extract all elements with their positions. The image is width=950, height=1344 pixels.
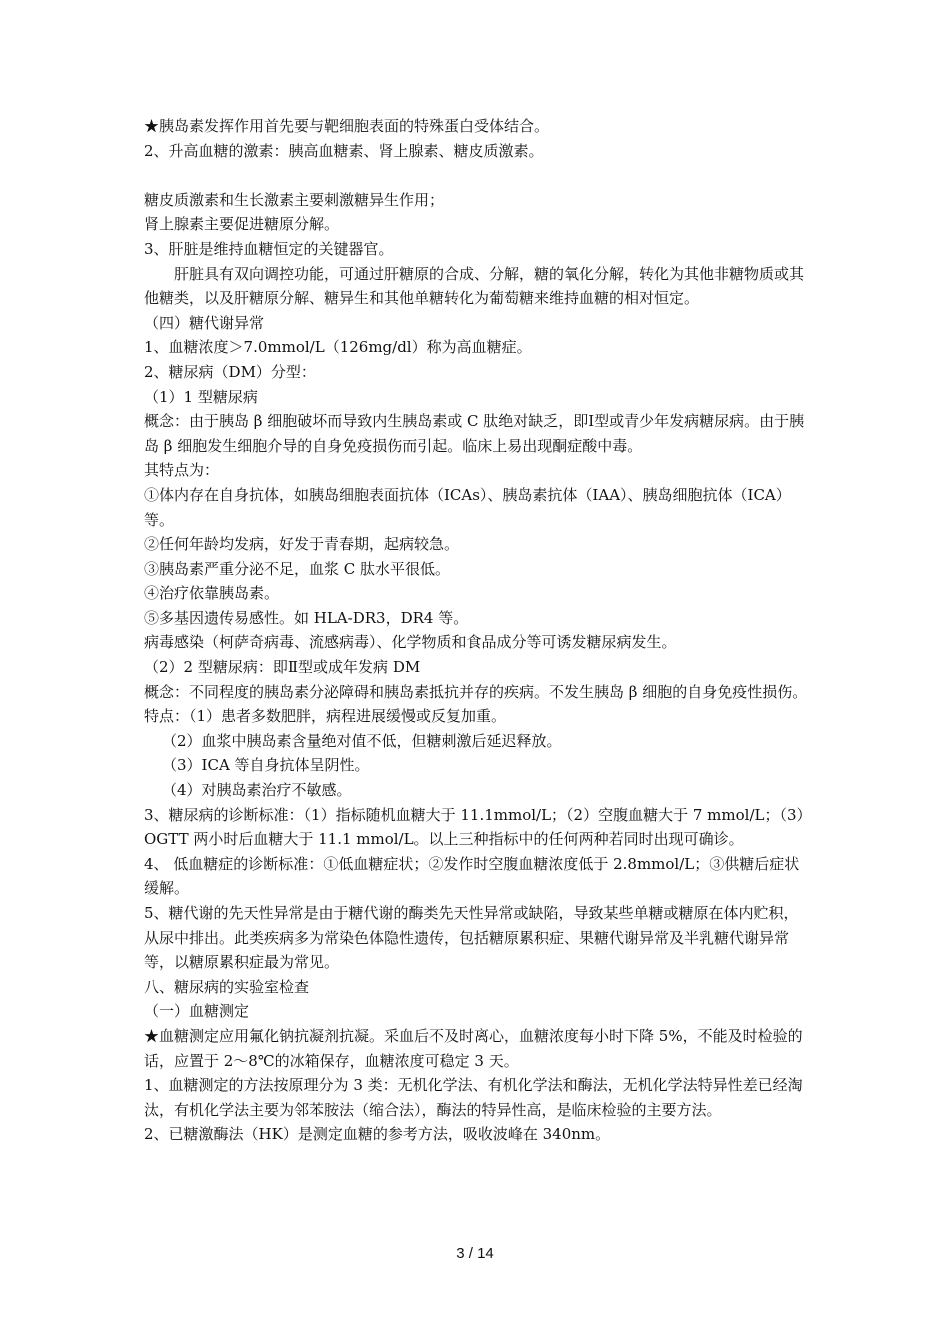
text-line: 2、糖尿病（DM）分型： — [144, 362, 316, 381]
list-item: 特点：（1）患者多数肥胖，病程进展缓慢或反复加重。 — [144, 707, 507, 726]
list-item: （4）对胰岛素治疗不敏感。 — [162, 781, 352, 800]
paragraph: 概念：不同程度的胰岛素分泌障碍和胰岛素抵抗并存的疾病。不发生胰岛 β 细胞的自身免疫性损伤。 — [144, 682, 808, 701]
paragraph: ★血糖测定应用氟化钠抗凝剂抗凝。采血后不及时离心，血糖浓度每小时下降 5%，不能及时检验的话，应置于 2～8℃的冰箱保存，血糖浓度可稳定 3 天。 — [144, 1026, 803, 1070]
page-number: 3 / 14 — [456, 1245, 494, 1262]
text-line: 其特点为： — [144, 461, 220, 480]
paragraph: 3、糖尿病的诊断标准：（1）指标随机血糖大于 11.1mmol/L；（2）空腹血糖大于 7 mmol/L；（3）OGTT 两小时后血糖大于 11.1 mmol/L。以上三种指标中的任何两种若同时出现可确诊。 — [144, 805, 812, 849]
paragraph: 5、糖代谢的先天性异常是由于糖代谢的酶类先天性异常或缺陷，导致某些单糖或糖原在体内贮积，从尿中排出。此类疾病多为常染色体隐性遗传，包括糖原累积症、果糖代谢异常及半乳糖代谢异常等，以糖原累积症最为常见。 — [144, 904, 799, 972]
paragraph: 1、血糖测定的方法按原理分为 3 类：无机化学法、有机化学法和酶法，无机化学法特异性差已经淘汰，有机化学法主要为邻苯胺法（缩合法），酶法的特异性高，是临床检验的主要方法。 — [144, 1076, 803, 1119]
list-item: ④治疗依靠胰岛素。 — [144, 584, 280, 603]
list-item: ⑤多基因遗传易感性。如 HLA-DR3，DR4 等。 — [144, 608, 469, 627]
list-item: ②任何年龄均发病，好发于青春期，起病较急。 — [144, 535, 460, 554]
text-line: 3、肝脏是维持血糖恒定的关键器官。 — [144, 239, 394, 258]
text-line: 病毒感染（柯萨奇病毒、流感病毒）、化学物质和食品成分等可诱发糖尿病发生。 — [144, 633, 677, 652]
list-item: （2）血浆中胰岛素含量绝对值不低，但糖刺激后延迟释放。 — [162, 731, 562, 750]
subsection-heading: （1）1 型糖尿病 — [144, 387, 258, 406]
paragraph: 4、 低血糖症的诊断标准：①低血糖症状；②发作时空腹血糖浓度低于 2.8mmol/L；③供糖后症状缓解。 — [144, 854, 800, 898]
text-line: 肾上腺素主要促进糖原分解。 — [144, 215, 340, 234]
text-line: 糖皮质激素和生长激素主要刺激糖异生作用； — [144, 190, 445, 209]
list-item: ③胰岛素严重分泌不足，血浆 C 肽水平很低。 — [144, 559, 451, 578]
paragraph: 概念：由于胰岛 β 细胞破坏而导致内生胰岛素或 C 肽绝对缺乏，即Ⅰ型或青少年发病糖尿病。由于胰岛 β 细胞发生细胞介导的自身免疫损伤而引起。临床上易出现酮症酸中毒。 — [144, 412, 805, 455]
text-line: 1、血糖浓度＞7.0mmol/L（126mg/dl）称为高血糖症。 — [144, 338, 532, 357]
text-line: 2、已糖激酶法（HK）是测定血糖的参考方法，吸收波峰在 340nm。 — [144, 1125, 611, 1144]
document-body — [144, 114, 812, 1147]
text-line: 2、升高血糖的激素：胰高血糖素、肾上腺素、糖皮质激素。 — [144, 141, 544, 160]
section-heading: 八、糖尿病的实验室检查 — [144, 977, 310, 996]
subsection-heading: （一）血糖测定 — [144, 1002, 250, 1021]
subsection-heading: （2）2 型糖尿病：即Ⅱ型或成年发病 DM — [144, 658, 421, 677]
text-line: ★胰岛素发挥作用首先要与靶细胞表面的特殊蛋白受体结合。 — [144, 117, 550, 135]
list-item: （3）ICA 等自身抗体呈阴性。 — [162, 756, 370, 775]
list-item: ①体内存在自身抗体，如胰岛细胞表面抗体（ICAs）、胰岛素抗体（IAA）、胰岛细胞抗体（ICA）等。 — [144, 485, 791, 529]
blank-line — [144, 163, 812, 188]
paragraph: 肝脏具有双向调控功能，可通过肝糖原的合成、分解，糖的氧化分解，转化为其他非糖物质或其他糖类，以及肝糖原分解、糖异生和其他单糖转化为葡萄糖来维持血糖的相对恒定。 — [144, 264, 805, 308]
section-heading: （四）糖代谢异常 — [144, 313, 265, 332]
